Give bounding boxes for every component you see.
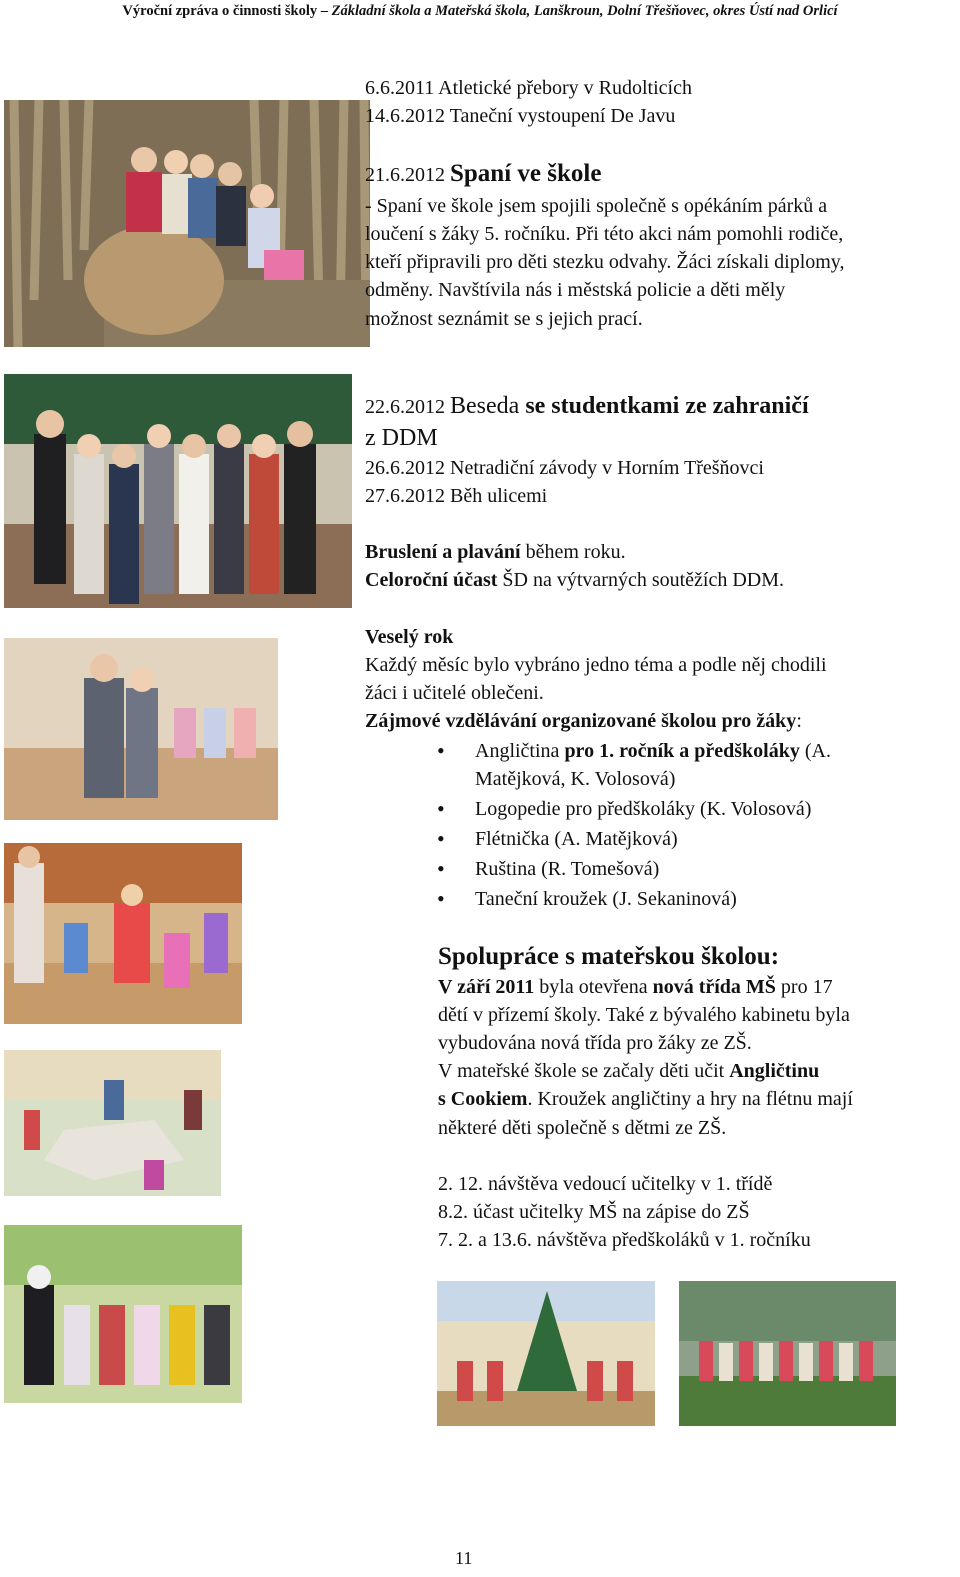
vesely-line-1: Každý měsíc bylo vybráno jedno téma a podle něj chodili [365,654,827,676]
list-item-1-line2: Matějková, K. Volosová) [475,768,676,790]
ms-line-4-a: V mateřské škole se začaly děti učit [438,1060,730,1082]
ms-line-1-c: nová třída MŠ [652,976,776,998]
list-item: • Taneční kroužek (J. Sekaninová) [437,885,831,913]
list-item-1-a: Angličtina [475,740,565,762]
zajmove-bold: Zájmové vzdělávání organizované školou pro žáky [365,710,797,732]
header-school-name: Základní škola a Mateřská škola, Lanškroun, Dolní Třešňovec, okres Ústí nad Orlicí [331,3,838,19]
vesely-line-2: žáci i učitelé oblečeni. [365,682,544,704]
ms-heading-text: Spolupráce s mateřskou školou: [438,943,780,970]
spani-line-5: možnost seznámit se s jejich prací. [365,308,643,330]
celorocni-line [365,566,784,594]
event-races: 26.6.2012 Netradiční závody v Horním Třešňovci [365,457,764,479]
spani-heading [365,160,601,189]
bruslení-rest: během roku. [520,541,626,563]
ms-line-1-d: pro 17 [775,976,833,998]
photo-outdoor-group [679,1281,896,1426]
activities-list [437,737,831,915]
ms-line-1-a: V září 2011 [438,976,535,998]
ms-line-2: dětí v přízemí školy. Také z bývalého kabinetu byla [438,1004,850,1026]
spani-line-2: loučení s žáky 5. ročníku. Při této akci nám pomohli rodiče, [365,223,844,245]
spani-line-1: - Spaní ve škole jsem spojili společně s opékáním párků a [365,195,828,217]
visit-line-2: 8.2. účast učitelky MŠ na zápise do ZŠ [438,1201,750,1223]
ms-line-1-b: byla otevřena [534,976,653,998]
event-dance-performance: 14.6.2012 Taneční vystoupení De Javu [365,105,676,127]
ms-line-3: vybudována nová třída pro žáky ze ZŠ. [438,1032,752,1054]
beseda-date: 22.6.2012 [365,396,450,418]
photo-costumed-children [4,638,278,820]
ms-line-5-a: s Cookiem [438,1088,528,1110]
header-title: Výroční zpráva o činnosti školy [122,3,318,19]
event-street-run: 27.6.2012 Běh ulicemi [365,485,548,507]
ms-line-5-b: . Kroužek angličtiny a hry na flétnu mají [527,1088,853,1110]
photo-halloween-costumes [4,1225,242,1403]
zajmove-colon: : [796,710,802,732]
page-number: 11 [455,1548,473,1568]
list-item [437,737,831,793]
ms-line-6: některé děti společně s dětmi ze ZŠ. [438,1117,727,1139]
photo-class-with-students [4,374,352,608]
photo-christmas-tree-group [437,1281,655,1426]
list-item-1-c: (A. [799,740,831,762]
celorocni-rest: ŠD na výtvarných soutěžích DDM. [497,569,785,591]
celorocni-bold: Celoroční účast [365,569,498,591]
ms-line-4 [438,1057,819,1085]
zajmove-heading [365,707,802,735]
ms-line-1 [438,973,833,1001]
event-athletics: 6.6.2011 Atletické přebory v Rudolticích [365,77,692,99]
list-item: • Ruština (R. Tomešová) [437,855,831,883]
photo-classroom-tables [4,1050,221,1196]
beseda-title: se studentkami ze zahraničí [525,393,809,419]
photo-carnival-dance [4,843,242,1024]
bruslení-bold: Bruslení a plavání [365,541,521,563]
beseda-line-2: z DDM [365,425,438,451]
list-item: • Logopedie pro předškoláky (K. Volosová) [437,795,831,823]
ms-heading [438,940,779,974]
bruslení-line [365,538,626,566]
vesely-title [365,623,453,651]
spani-date: 21.6.2012 [365,164,450,186]
header-separator: – [317,3,332,19]
beseda-heading [365,390,809,423]
spani-line-4: odměny. Navštívila nás i městská policie a děti měly [365,279,786,301]
ms-line-5 [438,1085,853,1113]
photo-children-on-lion-statue [4,100,370,347]
list-item-1-b: pro 1. ročník a předškoláky [564,740,800,762]
visit-line-1: 2. 12. návštěva vedoucí učitelky v 1. třídě [438,1173,773,1195]
beseda-word: Beseda [450,393,526,419]
ms-line-4-b: Angličtinu [729,1060,820,1082]
spani-line-3: kteří připravili pro děti stezku odvahy. Žáci získali diplomy, [365,251,845,273]
page-header [0,3,960,20]
list-item: • Flétnička (A. Matějková) [437,825,831,853]
spani-title: Spaní ve škole [450,160,602,187]
vesely-title-text: Veselý rok [365,626,454,648]
visit-line-3: 7. 2. a 13.6. návštěva předškoláků v 1. ročníku [438,1229,811,1251]
